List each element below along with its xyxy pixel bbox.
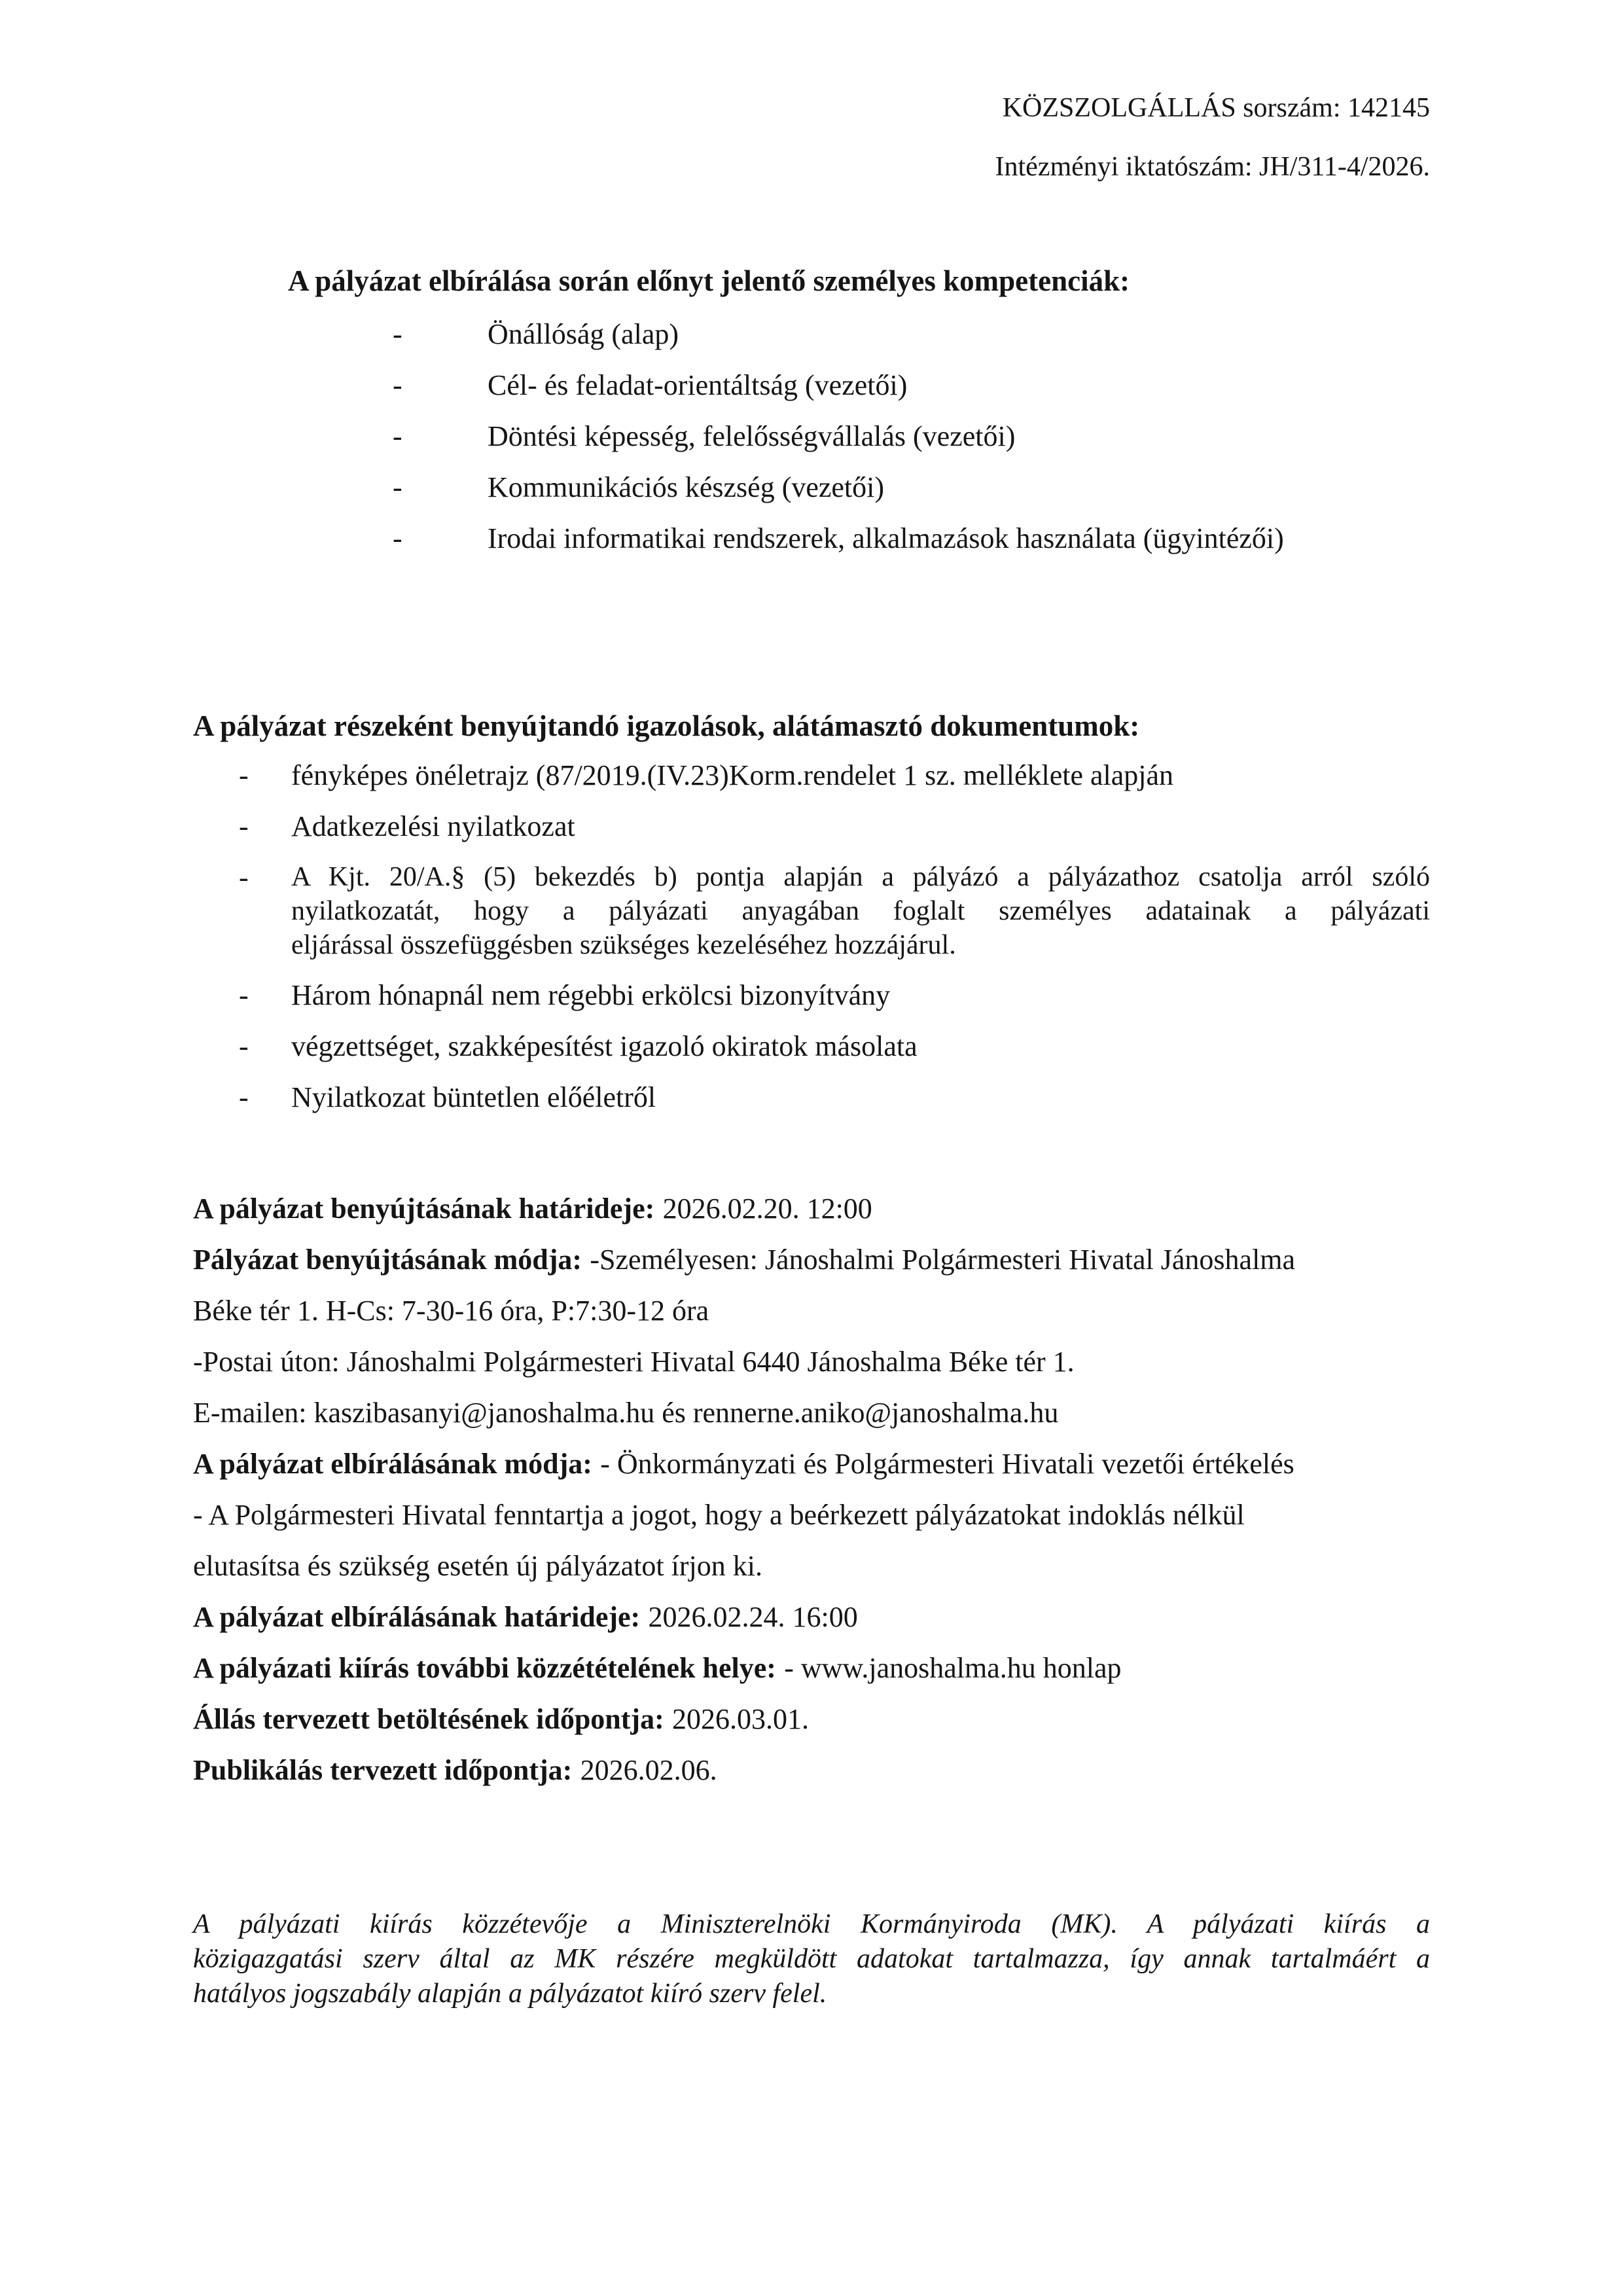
detail-submission-deadline: [193, 1183, 1430, 1234]
detail-postal-address: -Postai úton: Jánoshalmi Polgármesteri Hivatal 6440 Jánoshalma Béke tér 1.: [193, 1346, 1075, 1378]
list-item-text: Kommunikációs készség (vezetői): [488, 471, 885, 503]
list-item-text: Önállóság (alap): [488, 318, 679, 350]
disclaimer-line: közigazgatási szerv által az MK részére megküldött adatokat tartalmazza, így annak tartalmáért a: [193, 1944, 1430, 1974]
detail-label: A pályázati kiírás további közzétételének helye:: [193, 1652, 776, 1684]
header-serial-number: KÖZSZOLGÁLLÁS sorszám: 142145: [1002, 93, 1430, 123]
list-item-text: Nyilatkozat büntetlen előéletről: [291, 1081, 656, 1113]
list-item-text: végzettséget, szakképesítést igazoló okiratok másolata: [291, 1030, 918, 1062]
list-item: [193, 1029, 1430, 1064]
detail-start-date: [193, 1694, 1430, 1745]
detail-value: 2026.02.24. 16:00: [648, 1601, 858, 1633]
list-item-text: Három hónapnál nem régebbi erkölcsi bizonyítvány: [291, 979, 891, 1011]
application-details: [193, 1183, 1430, 1796]
detail-label: Pályázat benyújtásának módja:: [193, 1244, 582, 1276]
disclaimer-line: hatályos jogszabály alapján a pályázatot kiíró szerv felel.: [193, 1979, 827, 2009]
list-item: [193, 368, 1430, 403]
bullet-dash: -: [239, 861, 249, 893]
competencies-heading: A pályázat elbírálása során előnyt jelentő személyes kompetenciák:: [288, 264, 1130, 297]
bullet-dash: -: [239, 810, 249, 842]
documents-heading: A pályázat részeként benyújtandó igazolások, alátámasztó dokumentumok:: [193, 709, 1140, 742]
detail-evaluation-deadline: [193, 1592, 1430, 1643]
list-item-text: Adatkezelési nyilatkozat: [291, 810, 575, 842]
documents-list: [193, 758, 1430, 1115]
list-item-paragraph: [193, 860, 1430, 962]
detail-value: 2026.02.20. 12:00: [662, 1193, 872, 1225]
justified-line: eljárással összefüggésben szükséges kezeléséhez hozzájárul.: [291, 930, 956, 960]
publisher-disclaimer: [193, 1907, 1430, 2011]
list-item: [193, 758, 1430, 793]
detail-label: A pályázat elbírálásának módja:: [193, 1448, 592, 1480]
detail-label: Publikálás tervezett időpontja:: [193, 1754, 573, 1786]
detail-submission-method: [193, 1234, 1430, 1285]
list-item-text: Cél- és feladat-orientáltság (vezetői): [488, 369, 908, 401]
list-item: [193, 317, 1430, 352]
bullet-dash: -: [239, 1081, 249, 1113]
document-header: [193, 90, 1430, 185]
list-item-text: Irodai informatikai rendszerek, alkalmazások használata (ügyintézői): [488, 522, 1284, 554]
competencies-list: [193, 317, 1430, 556]
list-item: [193, 1080, 1430, 1115]
list-item: [193, 521, 1430, 556]
detail-label: A pályázat elbírálásának határideje:: [193, 1601, 641, 1633]
detail-value: -Személyesen: Jánoshalmi Polgármesteri Hivatal Jánoshalma: [590, 1244, 1296, 1276]
detail-email-addresses: E-mailen: kaszibasanyi@janoshalma.hu és rennerne.aniko@janoshalma.hu: [193, 1397, 1059, 1429]
detail-evaluation-note-line2: elutasítsa és szükség esetén új pályázatot írjon ki.: [193, 1550, 762, 1582]
list-item-text: fényképes önéletrajz (87/2019.(IV.23)Korm.rendelet 1 sz. melléklete alapján: [291, 759, 1174, 791]
detail-publish-date: [193, 1745, 1430, 1796]
bullet-dash: -: [393, 420, 402, 452]
bullet-dash: -: [239, 759, 249, 791]
header-registry-number: Intézményi iktatószám: JH/311-4/2026.: [995, 152, 1430, 182]
list-item: [193, 419, 1430, 454]
bullet-dash: -: [393, 369, 402, 401]
detail-label: Állás tervezett betöltésének időpontja:: [193, 1703, 664, 1735]
bullet-dash: -: [393, 471, 402, 503]
detail-value: - www.janoshalma.hu honlap: [784, 1652, 1122, 1684]
detail-value: 2026.03.01.: [672, 1703, 810, 1735]
detail-publication-place: [193, 1643, 1430, 1694]
bullet-dash: -: [239, 979, 249, 1011]
bullet-dash: -: [393, 522, 402, 554]
detail-evaluation-method: [193, 1439, 1430, 1490]
bullet-dash: -: [393, 318, 402, 350]
detail-submission-method-continuation: Béke tér 1. H-Cs: 7-30-16 óra, P:7:30-12 óra: [193, 1295, 709, 1327]
list-item-text: Döntési képesség, felelősségvállalás (vezetői): [488, 420, 1016, 452]
disclaimer-line: A pályázati kiírás közzétevője a Miniszterelnöki Kormányiroda (MK). A pályázati kiírás a: [193, 1909, 1430, 1939]
bullet-dash: -: [239, 1030, 249, 1062]
detail-value: - Önkormányzati és Polgármesteri Hivatali vezetői értékelés: [600, 1448, 1294, 1480]
list-item: [193, 978, 1430, 1013]
list-item: [193, 470, 1430, 505]
detail-value: 2026.02.06.: [580, 1754, 717, 1786]
justified-line: A Kjt. 20/A.§ (5) bekezdés b) pontja alapján a pályázó a pályázathoz csatolja arról szóló: [291, 862, 1430, 892]
detail-label: A pályázat benyújtásának határideje:: [193, 1193, 655, 1225]
justified-line: nyilatkozatát, hogy a pályázati anyagában foglalt személyes adatainak a pályázati: [291, 896, 1430, 926]
list-item: [193, 809, 1430, 844]
detail-evaluation-note-line1: - A Polgármesteri Hivatal fenntartja a jogot, hogy a beérkezett pályázatokat indoklás nélkül: [193, 1499, 1245, 1531]
